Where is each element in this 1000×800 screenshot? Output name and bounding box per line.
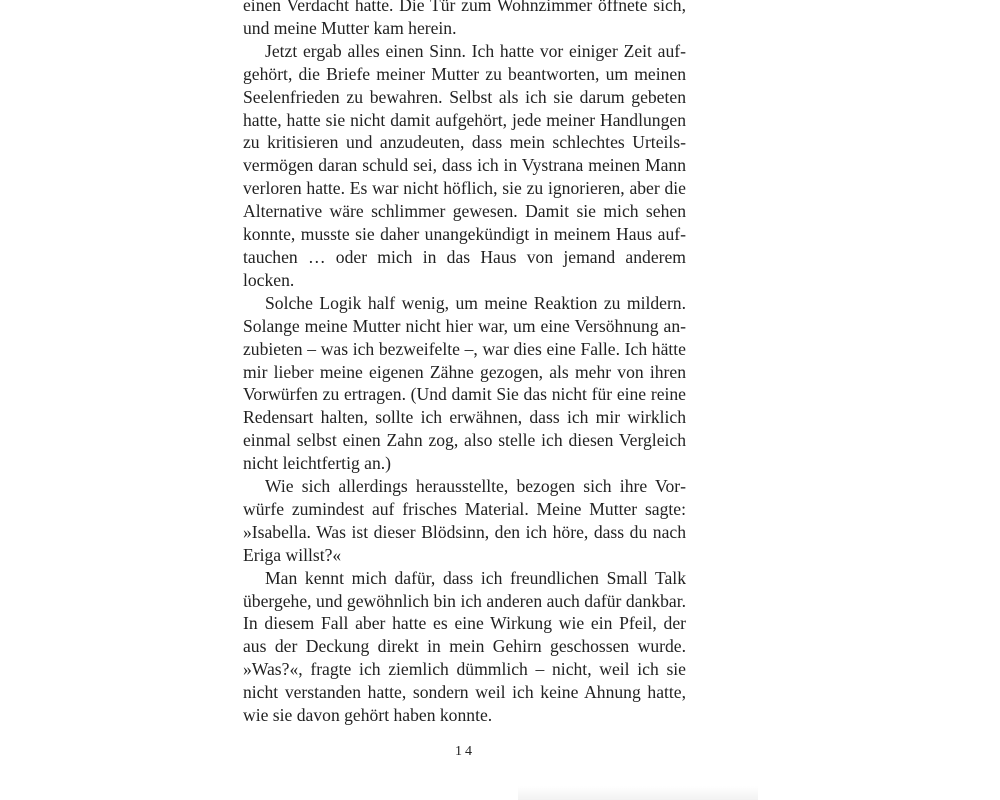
paragraph: Solche Logik half wenig, um meine Reaktion zu mildern. Solange meine Mutter nicht hier war, um eine Versöhnung anzubieten – was ich bezweifelte –, war dies eine Falle. Ich hätte mir lieber meine eigenen Zähne gezogen, als mehr von ihren Vorwürfen zu ertragen. (Und damit Sie das nicht für eine reine Redensart halten, sollte ich erwähnen, dass ich mir wirklich einmal selbst einen Zahn zog, also stelle ich diesen Vergleich nicht leichtfertig an.) [243, 292, 686, 474]
page-edge-shadow [518, 786, 758, 800]
paragraph: Jetzt ergab alles einen Sinn. Ich hatte vor einiger Zeit aufgehört, die Briefe meiner Mutter zu beantworten, um meinen Seelenfrieden zu bewahren. Selbst als ich sie darum gebeten hatte, hatte sie nicht damit aufgehört, jede meiner Handlungen zu kritisieren und anzudeuten, dass mein schlechtes Urteilsvermögen daran schuld sei, dass ich in Vystrana meinen Mann verloren hatte. Es war nicht höflich, sie zu ignorieren, aber die Alternative wäre schlimmer gewesen. Damit sie mich sehen konnte, musste sie daher unangekündigt in meinem Haus auftauchen … oder mich in das Haus von jemand anderem locken. [243, 40, 686, 290]
paragraph: Man kennt mich dafür, dass ich freundlichen Small Talk übergehe, und gewöhnlich bin ich anderen auch dafür dankbar. In diesem Fall aber hatte es eine Wirkung wie ein Pfeil, der aus der Deckung direkt in mein Gehirn geschossen wurde. »Was?«, fragte ich ziemlich dümmlich – nicht, weil ich sie nicht verstanden hatte, sondern weil ich keine Ahnung hatte, wie sie davon gehört haben konnte. [243, 567, 686, 726]
body-text [243, 0, 686, 727]
paragraph: einen Verdacht hatte. Die Tür zum Wohnzimmer öffnete sich, und meine Mutter kam herein. [243, 0, 686, 38]
paragraph: Wie sich allerdings herausstellte, bezogen sich ihre Vorwürfe zumindest auf frisches Material. Meine Mutter sagte: »Isabella. Was ist dieser Blödsinn, den ich höre, dass du nach Eriga willst?« [243, 476, 686, 565]
page-number: 14 [455, 744, 475, 759]
